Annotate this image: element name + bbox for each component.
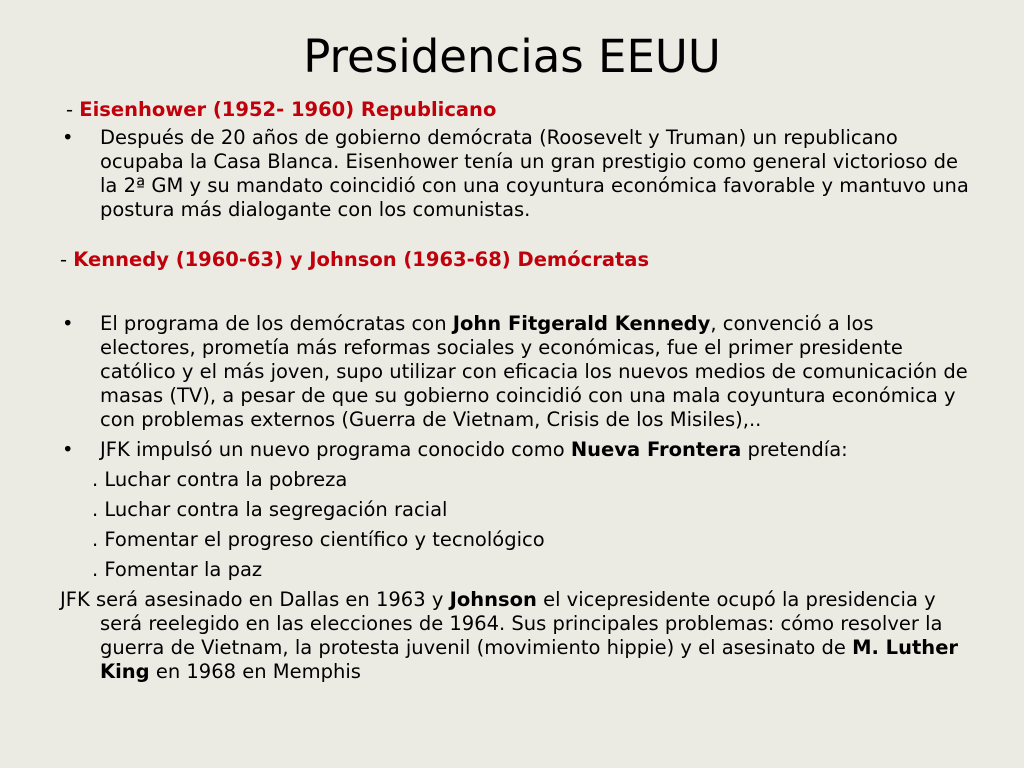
bullet-text-bold: Nueva Frontera xyxy=(570,438,742,461)
closing-paragraph xyxy=(60,588,970,684)
slide-title: Presidencias EEUU xyxy=(303,30,721,83)
bullet-text-bold: John Fitgerald Kennedy xyxy=(452,312,711,335)
closing-bold-king: M. Luther King xyxy=(100,636,959,683)
closing-text-mid: el vicepresidente ocupó la presidencia y será reelegido en las elecciones de 1964. Sus principales problemas: cómo resolver la guerra de Vietnam, la protesta juvenil (movimiento hippie) y el asesinato de xyxy=(100,588,943,659)
section-heading-kennedy-johnson xyxy=(60,248,970,272)
bullet-text-pre: JFK impulsó un nuevo programa conocido como xyxy=(100,438,571,461)
slide-content xyxy=(60,98,970,684)
sub-item: . Fomentar el progreso científico y tecnológico xyxy=(92,528,545,551)
bullet-eisenhower xyxy=(60,126,970,222)
sub-item: . Luchar contra la segregación racial xyxy=(92,498,448,521)
bullet-text-post: , convenció a los electores, prometía más reformas sociales y económicas, fue el primer presidente católico y el más joven, supo utilizar con eficacia los nuevos medios de comunicación de masas (TV), a pesar de que su gobierno coincidió con una mala coyuntura económica y con problemas externos (Guerra de Vietnam, Crisis de los Misiles),.. xyxy=(100,312,968,431)
heading-dash: - xyxy=(60,248,74,271)
bullet-text-post: pretendía: xyxy=(741,438,848,461)
heading-text: Eisenhower (1952- 1960) Republicano xyxy=(79,98,497,121)
sub-item: . Luchar contra la pobreza xyxy=(92,468,348,491)
section-heading-eisenhower xyxy=(60,98,970,122)
closing-text-post: en 1968 en Memphis xyxy=(149,660,361,683)
heading-text: Kennedy (1960-63) y Johnson (1963-68) Demócratas xyxy=(73,248,650,271)
sub-item: . Fomentar la paz xyxy=(92,558,263,581)
bullet-icon: • xyxy=(62,438,74,461)
bullet-text: Después de 20 años de gobierno demócrata (Roosevelt y Truman) un republicano ocupaba la Casa Blanca. Eisenhower tenía un gran prestigio como general victorioso de la 2ª GM y su mandato coincidió con una coyuntura económica favorable y mantuvo una postura más dialogante con los comunistas. xyxy=(100,126,969,221)
closing-text-pre: JFK será asesinado en Dallas en 1963 y xyxy=(60,588,450,611)
bullet-icon: • xyxy=(62,312,74,335)
closing-bold-johnson: Johnson xyxy=(449,588,537,611)
bullet-kennedy-program xyxy=(60,312,970,432)
heading-dash: - xyxy=(66,98,80,121)
bullet-text-pre: El programa de los demócratas con xyxy=(100,312,453,335)
bullet-nueva-frontera xyxy=(60,438,970,462)
bullet-icon: • xyxy=(62,126,74,149)
